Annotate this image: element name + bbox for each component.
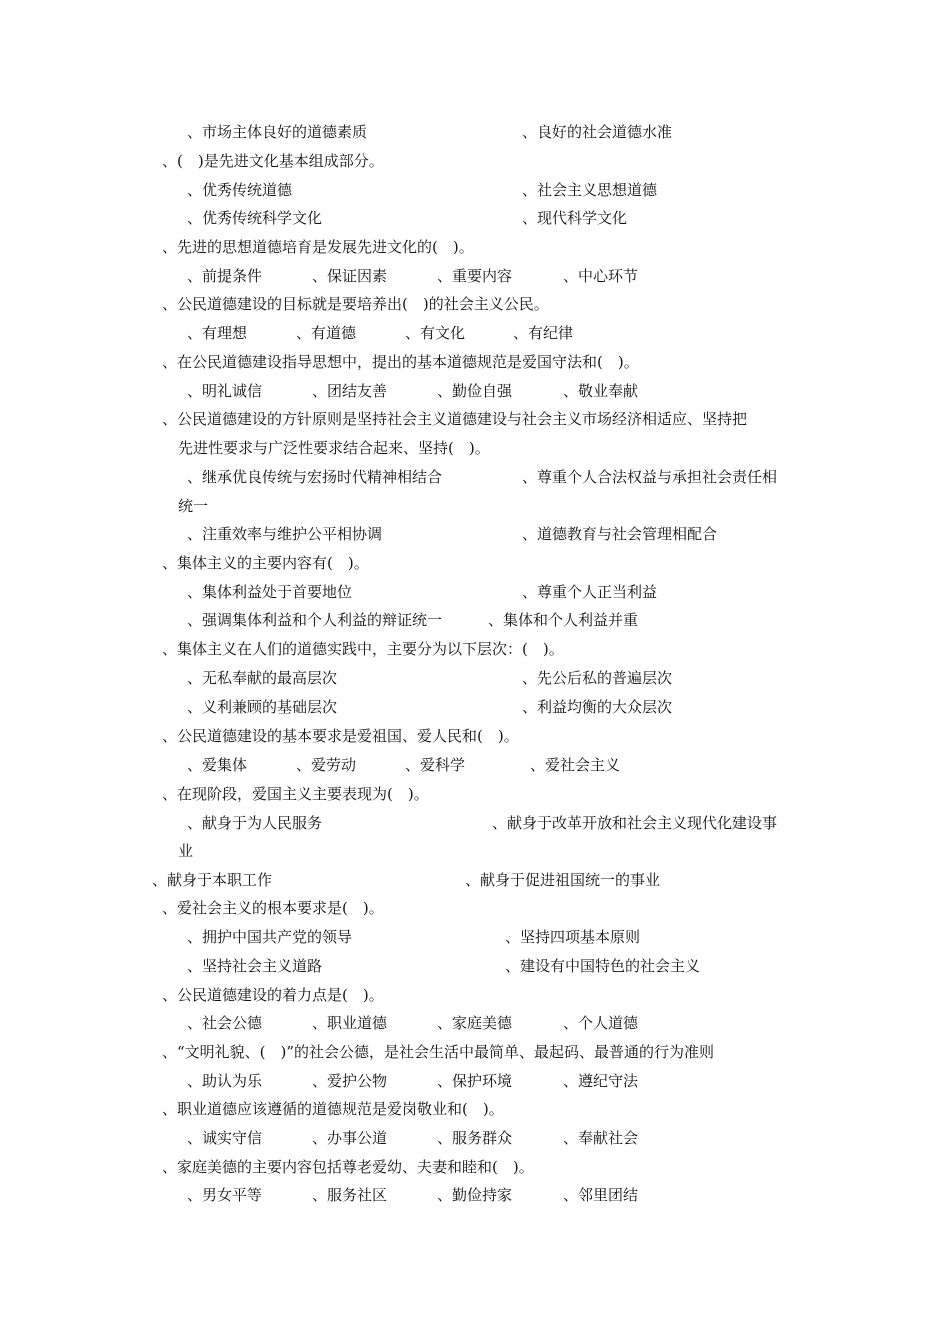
- answer-option: 、有纪律: [513, 324, 574, 342]
- answer-option: 、建设有中国特色的社会主义: [505, 957, 701, 975]
- question-text: 、爱社会主义的根本要求是( )。: [162, 899, 384, 917]
- answer-option: 、诚实守信: [187, 1129, 263, 1147]
- answer-option: 、有道德: [296, 324, 357, 342]
- answer-option: 、坚持社会主义道路: [187, 957, 323, 975]
- answer-option: 、遵纪守法: [563, 1072, 639, 1090]
- answer-option: 、优秀传统科学文化: [187, 209, 323, 227]
- answer-option: 、义利兼顾的基础层次: [187, 698, 338, 716]
- answer-option: 、重要内容: [437, 267, 513, 285]
- answer-option: 、服务社区: [312, 1186, 388, 1204]
- answer-option: 、保护环境: [437, 1072, 513, 1090]
- answer-option: 、社会主义思想道德: [522, 181, 658, 199]
- question-text: 业: [178, 842, 194, 860]
- answer-option: 、奉献社会: [563, 1129, 639, 1147]
- answer-option: 、中心环节: [563, 267, 639, 285]
- question-text: 、( )是先进文化基本组成部分。: [162, 152, 384, 170]
- answer-option: 、勤俭持家: [437, 1186, 513, 1204]
- answer-option: 、坚持四项基本原则: [505, 928, 641, 946]
- answer-option: 、良好的社会道德水准: [522, 123, 673, 141]
- question-text: 、集体主义在人们的道德实践中，主要分为以下层次：( )。: [162, 640, 564, 658]
- answer-option: 、爱劳动: [296, 756, 357, 774]
- answer-option: 、男女平等: [187, 1186, 263, 1204]
- question-text: 统一: [178, 497, 209, 515]
- question-text: 、职业道德应该遵循的道德规范是爱岗敬业和( )。: [162, 1100, 504, 1118]
- answer-option: 、拥护中国共产党的领导: [187, 928, 353, 946]
- answer-option: 、爱科学: [405, 756, 466, 774]
- answer-option: 、有理想: [187, 324, 248, 342]
- answer-option: 、团结友善: [312, 382, 388, 400]
- answer-option: 、尊重个人正当利益: [522, 583, 658, 601]
- answer-option: 、前提条件: [187, 267, 263, 285]
- question-text: 、公民道德建设的基本要求是爱祖国、爱人民和( )。: [162, 727, 519, 745]
- question-text: 、在公民道德建设指导思想中，提出的基本道德规范是爱国守法和( )。: [162, 353, 639, 371]
- answer-option: 、家庭美德: [437, 1014, 513, 1032]
- answer-option: 、社会公德: [187, 1014, 263, 1032]
- question-text: 、集体主义的主要内容有( )。: [162, 554, 369, 572]
- answer-option: 、献身于本职工作: [152, 871, 273, 889]
- answer-option: 、保证因素: [312, 267, 388, 285]
- answer-option: 、服务群众: [437, 1129, 513, 1147]
- answer-option: 、现代科学文化: [522, 209, 628, 227]
- answer-option: 、集体利益处于首要地位: [187, 583, 353, 601]
- answer-option: 、强调集体利益和个人利益的辩证统一: [187, 611, 443, 629]
- answer-option: 、敬业奉献: [563, 382, 639, 400]
- question-text: 先进性要求与广泛性要求结合起来、坚持( )。: [178, 439, 490, 457]
- question-text: 、“文明礼貌、( )”的社会公德，是社会生活中最简单、最起码、最普通的行为准则: [162, 1043, 715, 1061]
- answer-option: 、献身于为人民服务: [187, 814, 323, 832]
- question-text: 、公民道德建设的着力点是( )。: [162, 986, 384, 1004]
- answer-option: 、尊重个人合法权益与承担社会责任相: [522, 468, 778, 486]
- answer-option: 、爱护公物: [312, 1072, 388, 1090]
- answer-option: 、集体和个人利益并重: [488, 611, 639, 629]
- answer-option: 、继承优良传统与宏扬时代精神相结合: [187, 468, 443, 486]
- answer-option: 、市场主体良好的道德素质: [187, 123, 368, 141]
- answer-option: 、献身于促进祖国统一的事业: [465, 871, 661, 889]
- question-text: 、在现阶段，爱国主义主要表现为( )。: [162, 785, 429, 803]
- answer-option: 、利益均衡的大众层次: [522, 698, 673, 716]
- answer-option: 、助认为乐: [187, 1072, 263, 1090]
- question-text: 、公民道德建设的目标就是要培养出( )的社会主义公民。: [162, 295, 549, 313]
- answer-option: 、爱社会主义: [530, 756, 621, 774]
- answer-option: 、邻里团结: [563, 1186, 639, 1204]
- answer-option: 、优秀传统道德: [187, 181, 293, 199]
- answer-option: 、献身于改革开放和社会主义现代化建设事: [492, 814, 778, 832]
- answer-option: 、勤俭自强: [437, 382, 513, 400]
- answer-option: 、办事公道: [312, 1129, 388, 1147]
- question-text: 、先进的思想道德培育是发展先进文化的( )。: [162, 238, 474, 256]
- answer-option: 、有文化: [405, 324, 466, 342]
- question-text: 、公民道德建设的方针原则是坚持社会主义道德建设与社会主义市场经济相适应、坚持把: [162, 410, 748, 428]
- answer-option: 、道德教育与社会管理相配合: [522, 525, 718, 543]
- answer-option: 、无私奉献的最高层次: [187, 669, 338, 687]
- answer-option: 、爱集体: [187, 756, 248, 774]
- answer-option: 、先公后私的普遍层次: [522, 669, 673, 687]
- answer-option: 、个人道德: [563, 1014, 639, 1032]
- answer-option: 、明礼诚信: [187, 382, 263, 400]
- answer-option: 、注重效率与维护公平相协调: [187, 525, 383, 543]
- question-text: 、家庭美德的主要内容包括尊老爱幼、夫妻和睦和( )。: [162, 1158, 534, 1176]
- answer-option: 、职业道德: [312, 1014, 388, 1032]
